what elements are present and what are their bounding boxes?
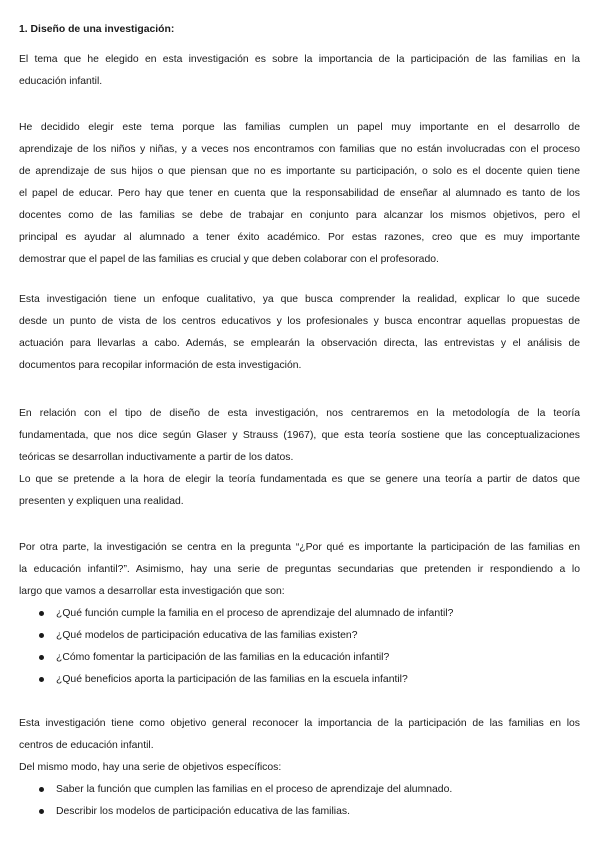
text-line: teóricas se desarrollan inductivamente a partir de los datos. [19, 452, 294, 463]
paragraph-justification [19, 117, 580, 271]
text-line: de aprendizaje de sus hijos o que piensan que no es importante su participación, o solo es el docente quien tiene [19, 166, 580, 177]
question-text: ¿Qué beneficios aporta la participación de las familias en la escuela infantil? [56, 674, 408, 685]
text-line: Por otra parte, la investigación se centra en la pregunta “¿Por qué es importante la participación de las familias en [19, 542, 580, 553]
text-line: demostrar que el papel de las familias es crucial y que deben colaborar con el profesorado. [19, 254, 439, 265]
text-line: En relación con el tipo de diseño de esta investigación, nos centraremos en la metodología de la teoría [19, 408, 580, 419]
secondary-questions-list [19, 603, 580, 691]
text-line: Esta investigación tiene un enfoque cualitativo, ya que busca comprender la realidad, explicar lo que sucede [19, 294, 580, 305]
paragraph-approach [19, 289, 580, 377]
paragraph-design [19, 403, 580, 469]
text-line: actuación para llevarlas a cabo. Además, se emplearán la observación directa, las entrevistas y el análisis de [19, 338, 580, 349]
text-line: el papel de educar. Pero hay que tener en cuenta que la responsabilidad de enseñar al alumnado es tanto de los [19, 188, 580, 199]
question-text: ¿Cómo fomentar la participación de las familias en la educación infantil? [56, 652, 390, 663]
section-heading: 1. Diseño de una investigación: [19, 24, 175, 35]
paragraph-general-objective [19, 713, 580, 757]
list-item [19, 647, 580, 669]
paragraph-grounded-theory [19, 469, 580, 513]
bullet-icon [39, 633, 44, 638]
list-item [19, 625, 580, 647]
list-item [19, 779, 580, 801]
text-line: aprendizaje de los niños y niñas, y a veces nos encontramos con familias que no están involucradas con el proceso [19, 144, 580, 155]
bullet-icon [39, 655, 44, 660]
text-line: educación infantil. [19, 76, 103, 87]
text-line: documentos para recopilar información de esta investigación. [19, 360, 302, 371]
list-item [19, 801, 580, 823]
objective-text: Describir los modelos de participación educativa de las familias. [56, 806, 350, 817]
text-line: centros de educación infantil. [19, 740, 154, 751]
text-line: principal es ayudar al alumnado a tener éxito académico. Por estas razones, creo que es muy importante [19, 232, 580, 243]
paragraph-research-question [19, 537, 580, 603]
objective-text: Saber la función que cumplen las familias en el proceso de aprendizaje del alumnado. [56, 784, 453, 795]
question-text: ¿Qué función cumple la familia en el proceso de aprendizaje del alumnado de infantil? [56, 608, 454, 619]
bullet-icon [39, 787, 44, 792]
text-line: largo que vamos a desarrollar esta investigación que son: [19, 586, 285, 597]
text-line: Lo que se pretende a la hora de elegir la teoría fundamentada es que se genere una teoría a partir de datos que [19, 474, 580, 485]
question-text: ¿Qué modelos de participación educativa de las familias existen? [56, 630, 358, 641]
text-line: presenten y expliquen una realidad. [19, 496, 184, 507]
paragraph-topic [19, 49, 580, 93]
list-item [19, 669, 580, 691]
text-line: fundamentada, que nos dice según Glaser y Strauss (1967), que esta teoría sostiene que las conceptualizaciones [19, 430, 580, 441]
specific-objectives-list [19, 779, 580, 823]
text-line: la educación infantil?”. Asimismo, hay una serie de preguntas secundarias que pretenden ir respondiendo a lo [19, 564, 580, 575]
text-line: docentes como de las familias se debe de trabajar en conjunto para alcanzar los mismos objetivos, pero el [19, 210, 580, 221]
text-line: He decidido elegir este tema porque las familias cumplen un papel muy importante en el desarrollo de [19, 122, 580, 133]
text-line: El tema que he elegido en esta investigación es sobre la importancia de la participación de las familias en la [19, 54, 580, 65]
bullet-icon [39, 611, 44, 616]
bullet-icon [39, 809, 44, 814]
list-item [19, 603, 580, 625]
text-line: Esta investigación tiene como objetivo general reconocer la importancia de la participación de las familias en los [19, 718, 580, 729]
text-line: desde un punto de vista de los centros educativos y los profesionales y busca encontrar aquellas propuestas de [19, 316, 580, 327]
paragraph-specific-objectives-intro: Del mismo modo, hay una serie de objetivos específicos: [19, 762, 282, 773]
bullet-icon [39, 677, 44, 682]
